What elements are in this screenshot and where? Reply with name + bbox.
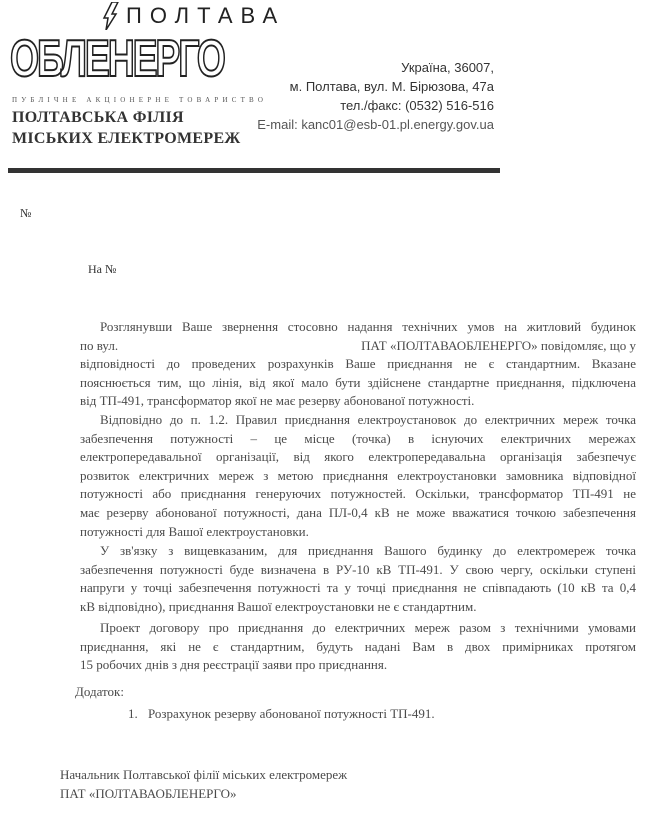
paragraph-1: [80, 318, 636, 411]
attachment-item-number: 1.: [128, 706, 138, 721]
address-street: м. Полтава, вул. М. Бірюзова, 47а: [289, 79, 494, 94]
text-line: має резерву абонованої потужності, дана ПЛ-0,4 кВ не може вважатися точкою забезпечення: [80, 504, 636, 520]
address-email: E-mail: kanc01@esb-01.pl.energy.gov.ua: [257, 117, 494, 132]
signature-company: ПАТ «ПОЛТАВАОБЛЕНЕРГО»: [60, 786, 237, 801]
branch-name-line1: ПОЛТАВСЬКА ФІЛІЯ: [12, 109, 184, 126]
outgoing-number-label: №: [20, 206, 32, 220]
text-line: Відповідно до п. 1.2. Правил приєднання електроустановок до електричних мереж точка: [100, 412, 636, 427]
company-type: ПУБЛІЧНЕ АКЦІОНЕРНЕ ТОВАРИСТВО: [12, 96, 268, 104]
paragraph-3: [80, 542, 636, 616]
text-line: Проект договору про приєднання до електричних мереж разом з технічними умовами: [100, 620, 636, 635]
text-line: потужності для Вашої електроустановки.: [80, 523, 309, 539]
text-line: забезпечення потужності буде визначена в РУ-10 кВ ТП-491. У свою чергу, оскільки ступені: [80, 561, 636, 577]
signature-title: Начальник Полтавської філії міських електромереж: [60, 767, 348, 782]
text-line: потужності або приєднання генеруючих потужностей. Оскільки, трансформатор ТП-491 не: [80, 486, 636, 502]
text-line: кВ відповідно), приєднання Вашої електроустановки не є стандартним.: [80, 598, 477, 614]
text-line: 15 робочих днів з дня реєстрації заяви про приєднання.: [80, 657, 388, 673]
attachment-label: Додаток:: [75, 684, 124, 699]
text-line: [80, 337, 636, 356]
address-country: Україна, 36007,: [401, 60, 494, 75]
text-line: електропередавальної організації, від якого електропередавальна організація забезпечує: [80, 449, 636, 465]
text-line: пояснюється тим, що лінія, від якої мало бути здійснене стандартне приєднання, підключена: [80, 374, 636, 390]
text-line: відповідності до проведених розрахунків Ваше приєднання не є стандартним. Вказане: [80, 356, 636, 372]
paragraph-2: [80, 411, 636, 541]
text-segment: ПАТ «ПОЛТАВАОБЛЕНЕРГО» повідомляє, що у: [361, 337, 636, 353]
text-line: від ТП-491, трансформатор якої не має резерву абонованої потужності.: [80, 393, 475, 409]
text-line: приєднання, які не є стандартним, будуть надані Вам в двох примірниках протягом: [80, 638, 636, 654]
logo-city-text: ПОЛТАВА: [126, 3, 286, 28]
address-phone: тел./факс: (0532) 516-516: [340, 98, 494, 113]
text-line: розвиток електричних мереж з метою приєднання електроустановки замовника відповідної: [80, 467, 636, 483]
lightning-bolt-icon: [100, 2, 122, 30]
text-line: забезпечення потужності – це місце (точка) в існуючих електричних мережах: [80, 430, 636, 446]
paragraph-4: [80, 619, 636, 675]
text-line: напруги у точці забезпечення потужності та у точці приєднання не співпадають (10 кВ та 0,4: [80, 580, 636, 596]
text-line: Розглянувши Ваше звернення стосовно надання технічних умов на житловий будинок: [100, 319, 636, 334]
text-line: У зв'язку з вищевказаним, для приєднання Вашого будинку до електромереж точка: [100, 543, 636, 558]
header-divider: [8, 168, 500, 173]
attachment-item-text: Розрахунок резерву абонованої потужності ТП-491.: [148, 706, 435, 721]
reply-number-label: На №: [88, 262, 117, 276]
logo-company-text: ОБЛЕНЕРГО: [10, 30, 224, 88]
text-segment: по вул.: [80, 337, 119, 353]
branch-name-line2: МІСЬКИХ ЕЛЕКТРОМЕРЕЖ: [12, 130, 241, 147]
